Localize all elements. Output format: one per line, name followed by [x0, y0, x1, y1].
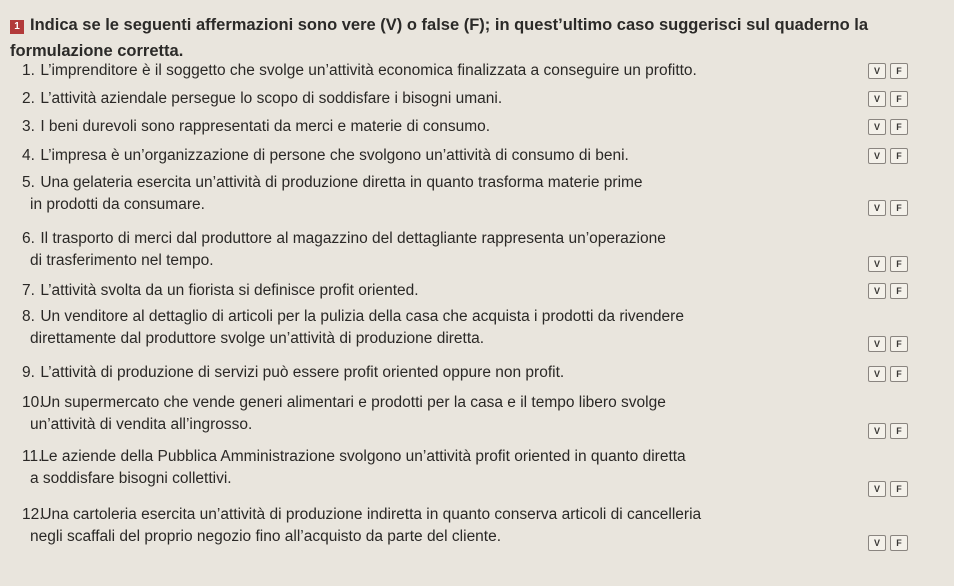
false-box[interactable]: F: [890, 481, 908, 497]
false-box[interactable]: F: [890, 148, 908, 164]
vf-choice-8: [868, 336, 908, 352]
statement-text: Il trasporto di merci dal produttore al magazzino del dettagliante rappresenta un’operazione: [40, 230, 666, 247]
statement-number: 6.: [22, 230, 35, 247]
statement-text: Una gelateria esercita un’attività di produzione diretta in quanto trasforma materie prime: [40, 174, 643, 191]
statement-11: [22, 446, 862, 490]
true-box[interactable]: V: [868, 63, 886, 79]
statement-12: [22, 504, 862, 548]
statement-number: 11.: [22, 448, 43, 465]
statement-number: 10.: [22, 394, 44, 411]
statement-number: 2.: [22, 90, 35, 107]
exercise-instruction: [10, 12, 940, 64]
true-box[interactable]: V: [868, 481, 886, 497]
statement-text-continued: un’attività di vendita all’ingrosso.: [30, 416, 253, 433]
true-box[interactable]: V: [868, 366, 886, 382]
vf-choice-7: [868, 283, 908, 299]
statement-text-continued: negli scaffali del proprio negozio fino all’acquisto da parte del cliente.: [30, 528, 502, 545]
statement-text: Le aziende della Pubblica Amministrazione svolgono un’attività profit oriented in quanto diretta: [40, 448, 686, 465]
vf-choice-10: [868, 423, 908, 439]
statement-3: [22, 116, 862, 138]
statement-6: [22, 228, 862, 272]
false-box[interactable]: F: [890, 256, 908, 272]
false-box[interactable]: F: [890, 63, 908, 79]
vf-choice-6: [868, 256, 908, 272]
false-box[interactable]: F: [890, 336, 908, 352]
statement-number: 7.: [22, 282, 35, 299]
vf-choice-4: [868, 148, 908, 164]
true-box[interactable]: V: [868, 91, 886, 107]
statement-number: 9.: [22, 364, 35, 381]
statement-8: [22, 306, 862, 350]
statement-10: [22, 392, 862, 436]
statement-number: 12.: [22, 506, 44, 523]
statement-5: [22, 172, 862, 216]
statement-4: [22, 145, 862, 167]
true-box[interactable]: V: [868, 200, 886, 216]
statement-text: L’attività svolta da un fiorista si definisce profit oriented.: [40, 282, 419, 299]
vf-choice-9: [868, 366, 908, 382]
statement-text: L’impresa è un’organizzazione di persone che svolgono un’attività di consumo di beni.: [40, 147, 629, 164]
instruction-text: Indica se le seguenti affermazioni sono vere (V) o false (F); in quest’ultimo caso suggerisci sul quaderno la formulazione corretta.: [10, 16, 869, 60]
statement-text: L’imprenditore è il soggetto che svolge un’attività economica finalizzata a conseguire un profitto.: [40, 62, 697, 79]
false-box[interactable]: F: [890, 283, 908, 299]
vf-choice-11: [868, 481, 908, 497]
statement-text: L’attività di produzione di servizi può essere profit oriented oppure non profit.: [40, 364, 565, 381]
statement-text-continued: di trasferimento nel tempo.: [30, 252, 214, 269]
statement-text: L’attività aziendale persegue lo scopo di soddisfare i bisogni umani.: [40, 90, 503, 107]
true-box[interactable]: V: [868, 283, 886, 299]
exercise-number-badge: 1: [10, 20, 24, 34]
false-box[interactable]: F: [890, 535, 908, 551]
true-box[interactable]: V: [868, 256, 886, 272]
statement-1: [22, 60, 862, 82]
vf-choice-1: [868, 63, 908, 79]
false-box[interactable]: F: [890, 200, 908, 216]
statement-number: 4.: [22, 147, 35, 164]
vf-choice-3: [868, 119, 908, 135]
statement-text-continued: direttamente dal produttore svolge un’attività di produzione diretta.: [30, 330, 485, 347]
statement-text: Un venditore al dettaglio di articoli per la pulizia della casa che acquista i prodotti da rivendere: [40, 308, 684, 325]
false-box[interactable]: F: [890, 119, 908, 135]
vf-choice-5: [868, 200, 908, 216]
statement-text: I beni durevoli sono rappresentati da merci e materie di consumo.: [40, 118, 491, 135]
true-box[interactable]: V: [868, 148, 886, 164]
vf-choice-12: [868, 535, 908, 551]
true-box[interactable]: V: [868, 535, 886, 551]
statement-2: [22, 88, 862, 110]
vf-choice-2: [868, 91, 908, 107]
statement-number: 1.: [22, 62, 35, 79]
statement-text: Un supermercato che vende generi alimentari e prodotti per la casa e il tempo libero svolge: [40, 394, 666, 411]
true-box[interactable]: V: [868, 336, 886, 352]
false-box[interactable]: F: [890, 423, 908, 439]
statement-9: [22, 362, 862, 384]
statement-number: 3.: [22, 118, 35, 135]
statement-text: Una cartoleria esercita un’attività di produzione indiretta in quanto conserva articoli di cancelleria: [40, 506, 702, 523]
false-box[interactable]: F: [890, 91, 908, 107]
true-box[interactable]: V: [868, 423, 886, 439]
statement-text-continued: a soddisfare bisogni collettivi.: [30, 470, 232, 487]
statement-number: 8.: [22, 308, 35, 325]
statement-7: [22, 280, 862, 302]
false-box[interactable]: F: [890, 366, 908, 382]
statement-text-continued: in prodotti da consumare.: [30, 196, 205, 213]
true-box[interactable]: V: [868, 119, 886, 135]
statement-number: 5.: [22, 174, 35, 191]
